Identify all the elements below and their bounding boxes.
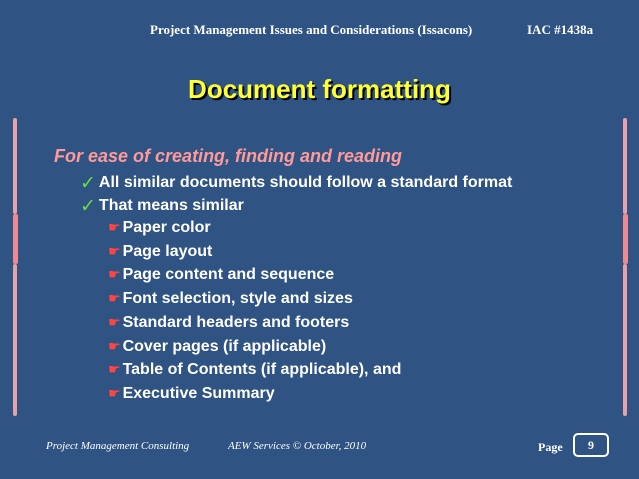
right-decorative-bar	[623, 214, 628, 264]
pointing-hand-icon: ☛	[108, 315, 121, 331]
pointing-hand-icon: ☛	[108, 386, 121, 402]
list-item	[80, 172, 512, 194]
sub-list-item-label: Page layout	[122, 243, 213, 260]
sub-list-item	[108, 243, 212, 261]
footer-center-text: AEW Services © October, 2010	[228, 440, 367, 452]
left-decorative-bar	[13, 118, 17, 214]
pointing-hand-icon: ☛	[108, 244, 121, 260]
left-decorative-bar	[13, 264, 17, 416]
list-item	[80, 195, 244, 217]
sub-list-item-label: Table of Contents (if applicable), and	[122, 361, 402, 378]
sub-list-item	[108, 385, 275, 403]
section-heading: For ease of creating, finding and reading	[54, 146, 403, 166]
pointing-hand-icon: ☛	[108, 220, 121, 236]
sub-list-item-label: Page content and sequence	[122, 266, 335, 283]
right-decorative-bar	[623, 118, 627, 214]
sub-list-item-label: Executive Summary	[122, 385, 275, 402]
sub-list-item-label: Font selection, style and sizes	[122, 290, 353, 307]
header-title: Project Management Issues and Considerations (Issacons)	[150, 22, 473, 37]
sub-list-item	[108, 219, 211, 237]
list-item-label: That means similar	[98, 197, 244, 214]
pointing-hand-icon: ☛	[108, 362, 121, 378]
sub-list-item-label: Standard headers and footers	[122, 314, 350, 331]
header-code: IAC #1438a	[527, 22, 594, 37]
sub-list-item-label: Cover pages (if applicable)	[122, 338, 327, 355]
sub-list-item	[108, 266, 334, 284]
page-number-box	[573, 433, 609, 457]
check-icon: ✓	[80, 195, 96, 217]
slide-title: Document formatting	[188, 74, 451, 104]
check-icon: ✓	[80, 172, 96, 194]
left-decorative-bar	[13, 214, 18, 264]
pointing-hand-icon: ☛	[108, 339, 121, 355]
pointing-hand-icon: ☛	[108, 267, 121, 283]
list-item-label: All similar documents should follow a standard format	[98, 174, 513, 191]
sub-list-item	[108, 314, 349, 332]
sub-list-item	[108, 361, 401, 379]
pointing-hand-icon: ☛	[108, 291, 121, 307]
footer-left-text: Project Management Consulting	[46, 440, 190, 452]
page-label: Page	[538, 440, 563, 454]
sub-list-item	[108, 290, 353, 308]
sub-list-item	[108, 338, 326, 356]
sub-list-item-label: Paper color	[122, 219, 211, 236]
page-number: 9	[588, 437, 594, 452]
right-decorative-bar	[623, 264, 627, 416]
